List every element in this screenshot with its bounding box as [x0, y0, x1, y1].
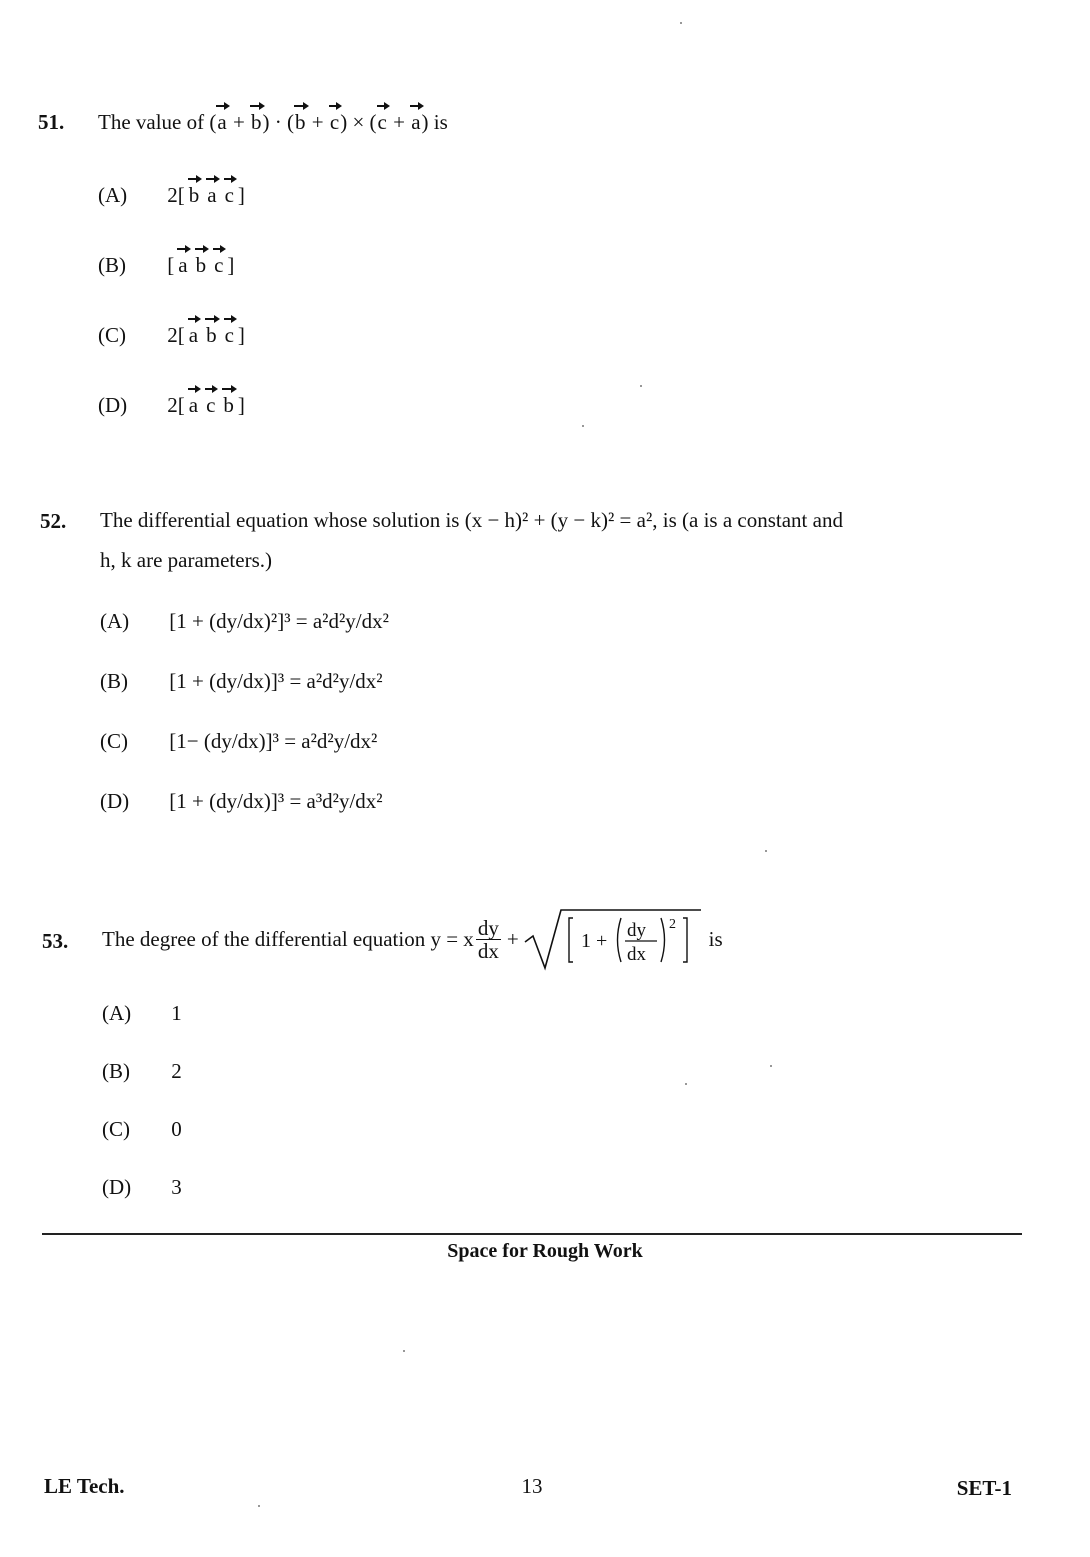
speck	[640, 385, 642, 387]
dy-dx-fraction: $\frac{dy}{dx}$	[477, 915, 499, 963]
speck	[765, 850, 767, 852]
option-d[interactable]	[98, 393, 245, 418]
option-text: 2[ a b c ]	[167, 323, 245, 347]
option-a[interactable]	[98, 183, 245, 208]
page-number: 13	[521, 1474, 543, 1498]
option-text: [1− (dy/dx)]³ = a²d²y/dx²	[169, 729, 378, 753]
option-text: 2[ a c b ]	[167, 393, 245, 417]
vector-expression: (a + b) · (b + c) × (c + a)	[209, 110, 429, 134]
question-number: 52.	[40, 509, 67, 533]
option-label: (B)	[102, 1059, 130, 1083]
option-text: 2[ b a c ]	[167, 183, 245, 207]
option-d[interactable]	[100, 789, 383, 814]
option-a[interactable]	[102, 1001, 182, 1026]
question-text-suffix: is	[433, 110, 448, 134]
svg-text:dy: dy	[626, 920, 646, 941]
option-label: (B)	[98, 253, 126, 277]
option-c[interactable]	[102, 1117, 182, 1142]
option-label: (C)	[98, 323, 126, 347]
speck	[258, 1505, 260, 1507]
option-b[interactable]	[98, 253, 234, 278]
square-root-symbol	[523, 906, 703, 972]
question-text-prefix: The degree of the differential equation y = x	[102, 926, 474, 951]
option-b[interactable]	[100, 669, 383, 694]
question-text-line: The differential equation whose solution is (x − h)² + (y − k)² = a², is (a is a constant and	[100, 508, 843, 532]
question-52-text	[100, 500, 1015, 580]
option-a[interactable]	[100, 609, 389, 634]
question-text-line: h, k are parameters.)	[100, 548, 272, 572]
option-text: 2	[171, 1059, 182, 1083]
option-label: (D)	[100, 789, 130, 813]
speck	[680, 22, 682, 24]
option-d[interactable]	[102, 1175, 182, 1200]
option-text: 0	[171, 1117, 182, 1141]
divider-line	[42, 1233, 1022, 1235]
option-c[interactable]	[100, 729, 377, 754]
option-c[interactable]	[98, 323, 245, 348]
question-text-suffix: is	[708, 926, 723, 951]
question-number: 51.	[38, 110, 65, 134]
question-51-text	[98, 110, 448, 135]
option-label: (A)	[98, 183, 128, 207]
question-53-text: The degree of the differential equation y = x $\frac{dy}{dx}$ + 1 + dy dx 2 is	[102, 906, 723, 972]
option-b[interactable]	[102, 1059, 182, 1084]
option-label: (D)	[102, 1175, 132, 1199]
speck	[770, 1065, 772, 1067]
option-label: (B)	[100, 669, 128, 693]
speck	[582, 425, 584, 427]
option-text: [ a b c ]	[167, 253, 235, 277]
option-label: (A)	[102, 1001, 132, 1025]
speck	[685, 1083, 687, 1085]
rough-work-label: Space for Rough Work	[447, 1240, 643, 1262]
question-number: 53.	[42, 929, 69, 953]
option-text: 1	[171, 1001, 182, 1025]
option-label: (C)	[100, 729, 128, 753]
option-text: [1 + (dy/dx)²]³ = a²d²y/dx²	[169, 609, 389, 633]
option-label: (D)	[98, 393, 128, 417]
question-text-prefix: The value of	[98, 110, 205, 134]
svg-text:1 +: 1 +	[580, 930, 607, 952]
option-text: [1 + (dy/dx)]³ = a²d²y/dx²	[169, 669, 383, 693]
svg-text:dx: dx	[626, 944, 646, 965]
option-text: [1 + (dy/dx)]³ = a³d²y/dx²	[169, 789, 383, 813]
speck	[403, 1350, 405, 1352]
svg-text:2: 2	[668, 917, 676, 932]
option-label: (C)	[102, 1117, 130, 1141]
option-label: (A)	[100, 609, 130, 633]
footer-left-label: LE Tech.	[44, 1474, 125, 1498]
option-text: 3	[171, 1175, 182, 1199]
footer-right-label: SET-1	[956, 1476, 1012, 1500]
